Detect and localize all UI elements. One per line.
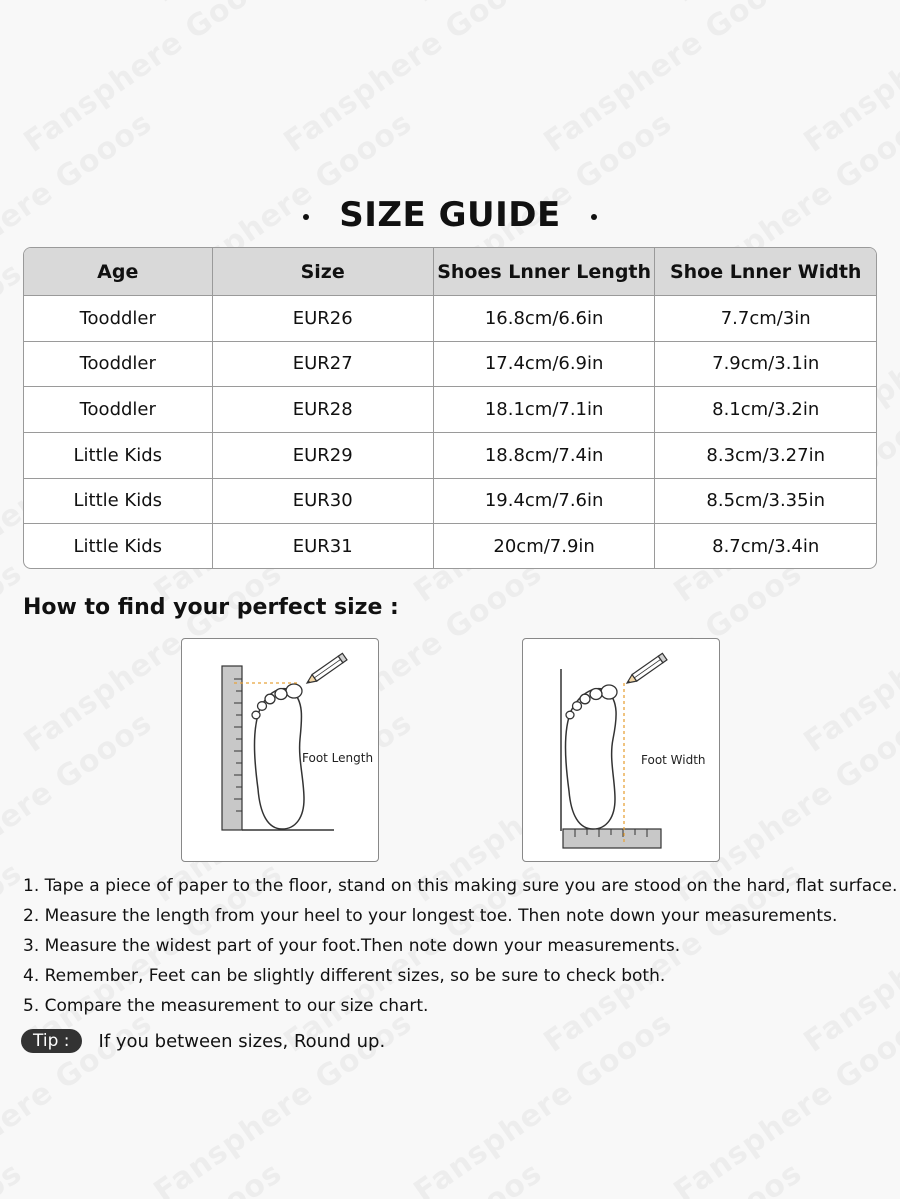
watermark-text bbox=[18, 1155, 289, 1199]
watermark-text bbox=[668, 0, 900, 10]
column-header-age: Age bbox=[24, 248, 213, 296]
watermark-text bbox=[538, 0, 809, 160]
step-item: 5. Compare the measurement to our size chart. bbox=[23, 996, 429, 1016]
table-row bbox=[24, 387, 876, 433]
cell-width: 7.7cm/3in bbox=[655, 296, 876, 342]
size-chart-table bbox=[23, 247, 877, 569]
watermark-text bbox=[18, 0, 289, 160]
table-header-row bbox=[24, 248, 876, 296]
watermark-text bbox=[408, 0, 679, 10]
cell-size: EUR27 bbox=[213, 342, 434, 388]
cell-age: Tooddler bbox=[24, 342, 213, 388]
watermark-text bbox=[0, 0, 29, 160]
table-row bbox=[24, 296, 876, 342]
tip-row bbox=[21, 1029, 385, 1053]
step-item: 2. Measure the length from your heel to your longest toe. Then note down your measurements. bbox=[23, 906, 838, 926]
step-item: 4. Remember, Feet can be slightly different sizes, so be sure to check both. bbox=[23, 966, 666, 986]
cell-length: 18.1cm/7.1in bbox=[434, 387, 656, 433]
cell-size: EUR26 bbox=[213, 296, 434, 342]
title-bullet-left bbox=[303, 214, 309, 220]
watermark-text bbox=[0, 1155, 29, 1199]
foot-length-label: Foot Length bbox=[302, 751, 374, 765]
step-item: 1. Tape a piece of paper to the floor, stand on this making sure you are stood on the hard, flat surface. bbox=[23, 876, 898, 896]
cell-length: 20cm/7.9in bbox=[434, 524, 656, 568]
cell-width: 8.5cm/3.35in bbox=[655, 479, 876, 525]
cell-age: Tooddler bbox=[24, 387, 213, 433]
cell-width: 8.1cm/3.2in bbox=[655, 387, 876, 433]
watermark-text bbox=[798, 1155, 900, 1199]
watermark-text bbox=[408, 1005, 679, 1199]
foot-width-label: Foot Width bbox=[641, 753, 706, 767]
foot-length-illustration bbox=[182, 639, 378, 861]
foot-length-diagram bbox=[181, 638, 379, 862]
measurement-steps bbox=[23, 873, 898, 1023]
watermark-text bbox=[278, 1155, 549, 1199]
cell-length: 17.4cm/6.9in bbox=[434, 342, 656, 388]
column-header-size: Size bbox=[213, 248, 434, 296]
watermark-text bbox=[798, 555, 900, 759]
watermark-text bbox=[798, 0, 900, 160]
cell-width: 8.3cm/3.27in bbox=[655, 433, 876, 479]
foot-width-diagram bbox=[522, 638, 720, 862]
watermark-text bbox=[668, 1005, 900, 1199]
cell-age: Little Kids bbox=[24, 433, 213, 479]
column-header-length: Shoes Lnner Length bbox=[434, 248, 656, 296]
cell-age: Tooddler bbox=[24, 296, 213, 342]
cell-size: EUR28 bbox=[213, 387, 434, 433]
size-guide-title bbox=[0, 195, 900, 235]
watermark-text bbox=[148, 0, 419, 10]
title-bullet-right bbox=[591, 214, 597, 220]
cell-width: 8.7cm/3.4in bbox=[712, 535, 820, 557]
how-to-heading: How to find your perfect size : bbox=[23, 595, 399, 620]
cell-size: EUR30 bbox=[213, 479, 434, 525]
column-header-width: Shoe Lnner Width bbox=[655, 248, 876, 296]
watermark-text bbox=[0, 555, 29, 759]
cell-age: Little Kids bbox=[24, 479, 213, 525]
step-item: 3. Measure the widest part of your foot.Then note down your measurements. bbox=[23, 936, 681, 956]
cell-length: 18.8cm/7.4in bbox=[434, 433, 656, 479]
cell-length: 16.8cm/6.6in bbox=[434, 296, 656, 342]
table-row bbox=[24, 524, 876, 568]
watermark-text bbox=[0, 0, 159, 10]
foot-width-illustration bbox=[523, 639, 719, 861]
table-row bbox=[24, 342, 876, 388]
tip-badge: Tip : bbox=[21, 1029, 82, 1053]
cell-age: Little Kids bbox=[24, 524, 213, 568]
watermark-text bbox=[538, 1155, 809, 1199]
watermark-text bbox=[278, 0, 549, 160]
table-row bbox=[24, 433, 876, 479]
tip-text: If you between sizes, Round up. bbox=[98, 1030, 386, 1052]
table-row bbox=[24, 479, 876, 525]
cell-width: 7.9cm/3.1in bbox=[655, 342, 876, 388]
cell-size: EUR31 bbox=[213, 524, 434, 568]
title-text: SIZE GUIDE bbox=[339, 195, 561, 235]
cell-size: EUR29 bbox=[213, 433, 434, 479]
cell-length: 19.4cm/7.6in bbox=[434, 479, 656, 525]
